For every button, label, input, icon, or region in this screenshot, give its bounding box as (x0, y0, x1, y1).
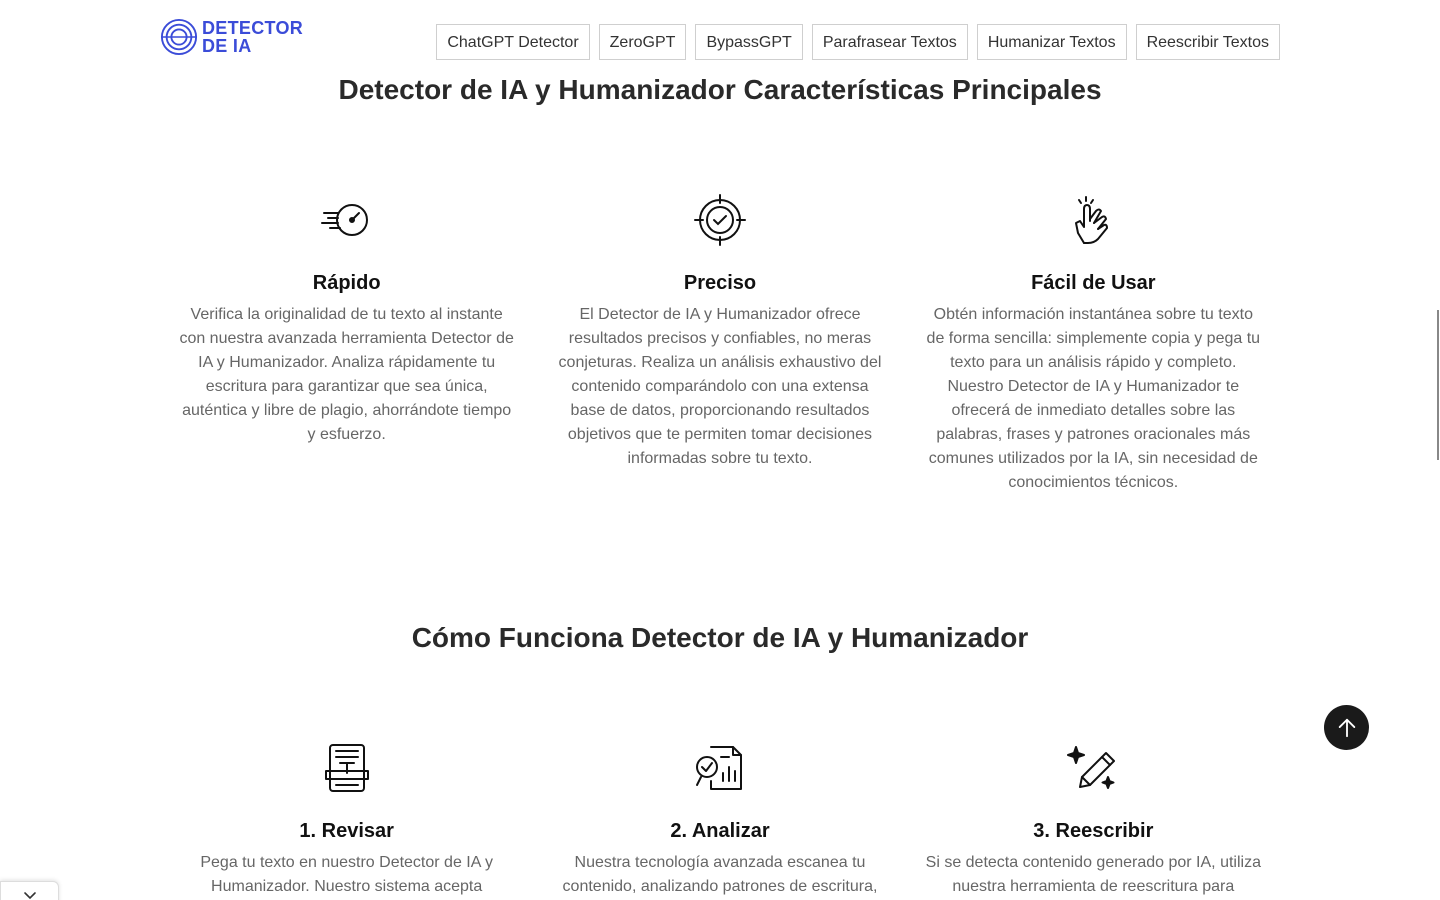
document-text-icon (160, 740, 533, 796)
step-title: 1. Revisar (299, 820, 394, 842)
pencil-sparkle-icon (907, 740, 1280, 796)
nav-bypassgpt[interactable]: BypassGPT (695, 24, 802, 60)
feature-text: El Detector de IA y Humanizador ofrece resultados precisos y confiables, no meras conjeturas. Realiza un análisis exhaustivo del contenido comparándolo con una extensa base de datos, proporcionando resultados objetivos que te permiten tomar decisiones informadas sobre tu texto. (558, 306, 882, 467)
step-card (533, 740, 906, 899)
arrow-up-icon (1336, 717, 1358, 739)
nav-parafrasear-textos[interactable]: Parafrasear Textos (812, 24, 968, 60)
step-text: Nuestra tecnología avanzada escanea tu contenido, analizando patrones de escritura, (562, 854, 878, 895)
step-text: Si se detecta contenido generado por IA, utiliza nuestra herramienta de reescritura para (925, 854, 1261, 895)
nav-chatgpt-detector[interactable]: ChatGPT Detector (436, 24, 589, 60)
step-title: 3. Reescribir (1033, 820, 1154, 842)
step-card (907, 740, 1280, 899)
how-row (160, 740, 1280, 899)
step-title: 2. Analizar (670, 820, 770, 842)
nav-zerogpt[interactable]: ZeroGPT (599, 24, 687, 60)
logo-line-1: DETECTOR (202, 18, 304, 38)
logo-text (202, 19, 303, 55)
scrollbar-thumb[interactable] (1437, 310, 1439, 460)
feature-title: Fácil de Usar (1031, 272, 1156, 294)
logo-line-2: DE IA (202, 36, 252, 56)
logo-target-icon (160, 18, 198, 56)
speedometer-icon (160, 192, 533, 248)
target-check-icon (533, 192, 906, 248)
feature-text: Obtén información instantánea sobre tu texto de forma sencilla: simplemente copia y pega tu texto para un análisis rápido y completo. Nuestro Detector de IA y Humanizador te ofrecerá de inmediato detalles sobre las palabras, frases y patrones oracionales más comunes utilizados por la IA, sin necesidad de conocimientos técnicos. (926, 306, 1261, 491)
feature-card (533, 192, 906, 495)
features-title: Detector de IA y Humanizador Características Principales (338, 74, 1102, 105)
report-check-icon (533, 740, 906, 796)
features-row (160, 192, 1280, 495)
logo[interactable] (160, 18, 303, 56)
feature-title: Preciso (683, 272, 757, 294)
feature-card (160, 192, 533, 495)
nav-reescribir-textos[interactable]: Reescribir Textos (1136, 24, 1280, 60)
step-card (160, 740, 533, 899)
chevron-down-icon (22, 888, 38, 900)
hand-gesture-icon (907, 192, 1280, 248)
nav-humanizar-textos[interactable]: Humanizar Textos (977, 24, 1127, 60)
step-text: Pega tu texto en nuestro Detector de IA y Humanizador. Nuestro sistema acepta (200, 854, 493, 895)
top-nav (436, 24, 1280, 60)
collapse-widget[interactable] (0, 881, 59, 900)
header (0, 0, 1440, 70)
scroll-to-top-button[interactable] (1324, 705, 1369, 750)
feature-text: Verifica la originalidad de tu texto al instante con nuestra avanzada herramienta Detector de IA y Humanizador. Analiza rápidamente tu escritura para garantizar que sea única, auténtica y libre de plagio, ahorrándote tiempo y esfuerzo. (179, 306, 514, 443)
feature-title: Rápido (312, 272, 381, 294)
feature-card (907, 192, 1280, 495)
how-it-works-title: Cómo Funciona Detector de IA y Humanizador (411, 622, 1029, 653)
